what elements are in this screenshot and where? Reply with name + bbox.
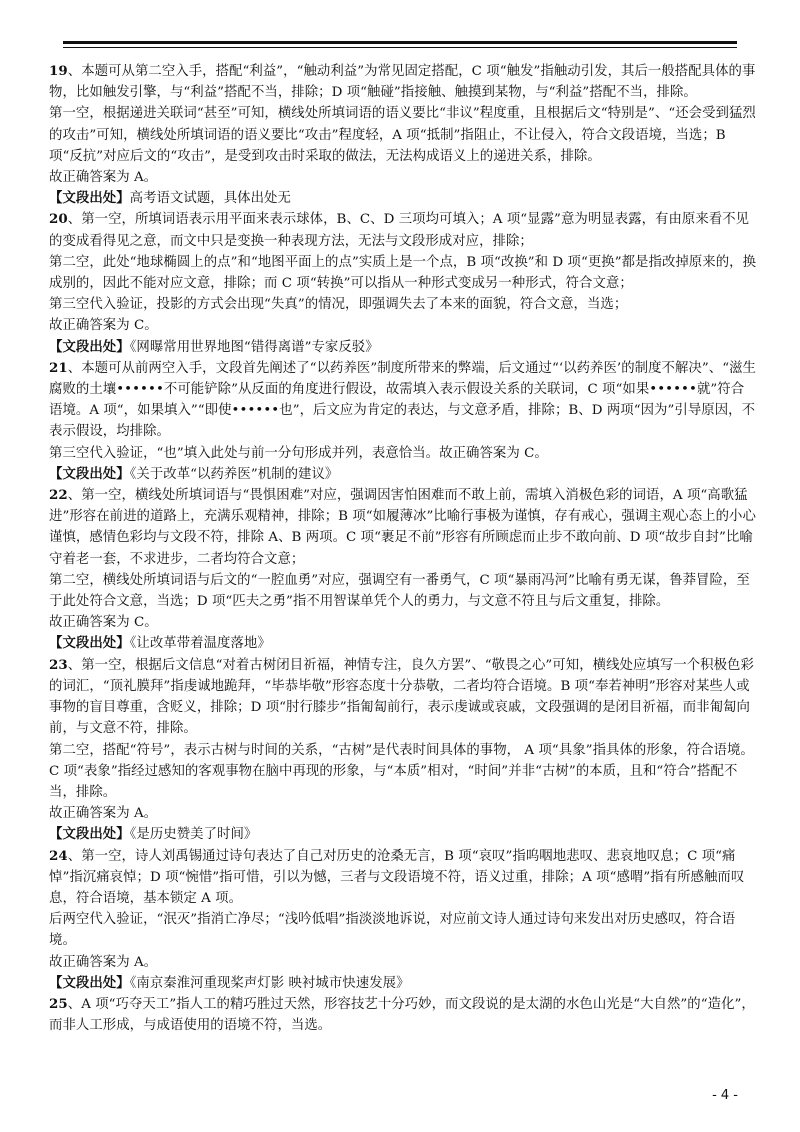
q19-paragraph-1: 19、本题可从第二空入手，搭配“利益”，“触动利益”为常见固定搭配，C 项“触发”指触动引发，其后一般搭配具体的事物，比如触发引擎，与“利益”搭配不当，排除；D 项“触碰”指接触、触摸到某物，与“利益”搭配不当，排除。 [49, 63, 756, 101]
q23-paragraph-1: 23、第一空，根据后文信息“对着古树闭目祈福，神情专注，良久方罢”、“敬畏之心”可知，横线处应填写一个积极色彩的词汇，“顶礼膜拜”指虔诚地跪拜，“毕恭毕敬”形容态度十分恭敬，二者均符合语境。B 项“奉若神明”形容对某些人或事物的盲目尊重，含贬义，排除；D 项“肘行膝步”指匍匐前行，表示虔诚或哀戚，文段强调的是闭目祈福，而非匍匐向前，与文意不符，排除。 [49, 656, 754, 737]
q24-paragraph-2: 后两空代入验证，“泯灭”指消亡净尽；“浅吟低唱”指淡淡地诉说，对应前文诗人通过诗句来发出对历史感叹，符合语境。 [49, 912, 736, 949]
q19-source: 【文段出处】高考语文试题，具体出处无 [49, 190, 291, 207]
q24-answer: 故正确答案为 A。 [49, 954, 158, 970]
source-tag: 【文段出处】 [49, 635, 130, 652]
q21-paragraph-2: 第三空代入验证，“也”填入此处与前一分句形成并列，表意恰当。故正确答案为 C。 [49, 445, 548, 461]
q21-source: 【文段出处】《关于改革“以药养医”机制的建议》 [49, 465, 339, 482]
header-rule-thick [63, 41, 737, 44]
question-number: 19 [49, 63, 68, 79]
question-number: 24 [49, 847, 68, 864]
page-number: - 4 - [712, 1088, 738, 1103]
q20-answer: 故正确答案为 C。 [49, 318, 158, 334]
q23-paragraph-2: 第二空，搭配“符号”，表示古树与时间的关系，“古树”是代表时间具体的事物， A 项“具象”指具体的形象，符合语境。C 项“表象”指经过感知的客观事物在脑中再现的形象，与“本质”相对，“时间”并非“古树”的本质，且和“符合”搭配不当，排除。 [49, 742, 754, 800]
question-number: 23 [49, 656, 68, 673]
q21-paragraph-1: 21、本题可从前两空入手，文段首先阐述了“以药养医”制度所带来的弊端，后文通过“‘以药养医’的制度不解决”、“滋生腐败的土壤••••••不可能铲除”从反面的角度进行假设，故需填入表示假设关系的关联词，C 项“如果••••••就”符合语境。A 项“，如果填入”“即使••••••也”，后文应为肯定的表达，与文意矛盾，排除；B、D 两项“因为”引导原因，不表示假设，均排除。 [49, 359, 756, 440]
q24-paragraph-1: 24、第一空，诗人刘禹锡通过诗句表达了自己对历史的沧桑无言，B 项“哀叹”指呜咽地悲叹、悲哀地叹息；C 项“痛悼”指沉痛哀悼；D 项“惋惜”指可惜，引以为憾，三者与文段语境不符，语义过重，排除；A 项“感喟”指有所感触而叹息，符合语境，基本锁定 A 项。 [49, 847, 745, 906]
source-tag: 【文段出处】 [49, 190, 130, 207]
q25-paragraph-1: 25、A 项“巧夺天工”指人工的精巧胜过天然，形容技艺十分巧妙，而文段说的是太湖的水色山光是“大自然”的“造化”，而非人工形成，与成语使用的语境不符，当选。 [49, 995, 755, 1034]
q22-paragraph-1: 22、第一空，横线处所填词语与“畏惧困难”对应，强调因害怕困难而不敢上前，需填入消极色彩的词语，A 项“高歌猛进”形容在前进的道路上，充满乐观精神，排除；B 项“如履薄冰”比喻行事极为谨慎，存有戒心，强调主观心态上的小心谨慎，感情色彩均与文段不符，排除 A、B 两项。C 项“裹足不前”形容有所顾虑而止步不敢向前、D 项“故步自封”比喻守着老一套，不求进步，二者均符合文意； [49, 487, 756, 567]
q22-source: 【文段出处】《让改革带着温度落地》 [49, 635, 271, 652]
q22-paragraph-2: 第二空，横线处所填词语与后文的“一腔血勇”对应，强调空有一番勇气，C 项“暴雨冯河”比喻有勇无谋，鲁莽冒险，至于此处符合文意，当选；D 项“匹夫之勇”指不用智谋单凭个人的勇力，与文意不符且与后文重复，排除。 [49, 572, 750, 610]
answer-explanations [49, 61, 757, 1036]
q23-answer: 故正确答案为 A。 [49, 806, 158, 822]
question-number: 21 [49, 359, 68, 376]
q22-answer: 故正确答案为 C。 [49, 615, 158, 631]
q19-answer: 故正确答案为 A。 [49, 170, 158, 186]
q24-source: 【文段出处】《南京秦淮河重现桨声灯影 映衬城市快速发展》 [49, 974, 410, 991]
question-number: 20 [49, 211, 68, 228]
source-tag: 【文段出处】 [49, 826, 130, 843]
question-number: 22 [49, 487, 68, 504]
source-tag: 【文段出处】 [49, 338, 130, 355]
source-tag: 【文段出处】 [49, 465, 130, 482]
q20-paragraph-3: 第三空代入验证，投影的方式会出现“失真”的情况，即强调失去了本来的面貌，符合文意，当选； [49, 297, 628, 313]
q19-paragraph-2: 第一空，根据递进关联词“甚至”可知，横线处所填词语的语义要比“非议”程度重，且根据后文“特别是”、“还会受到猛烈的攻击”可知，横线处所填词语的语义要比“攻击”程度轻，A 项“抵制”指阻止，不让侵入，符合文段语境，当选；B 项“反抗”对应后文的“攻击”，是受到攻击时采取的做法，无法构成语义上的递进关系，排除。 [49, 106, 756, 164]
header-rule-thin [63, 47, 737, 48]
source-tag: 【文段出处】 [49, 974, 130, 991]
q20-paragraph-1: 20、第一空，所填词语表示用平面来表示球体，B、C、D 三项均可填入；A 项“显露”意为明显表露，有由原来看不见的变成看得见之意，而文中只是变换一种表现方法，无法与文段形成对应，排除； [49, 211, 750, 249]
question-number: 25 [49, 995, 68, 1012]
q20-source: 【文段出处】《网曝常用世界地图“错得离谱”专家反驳》 [49, 338, 379, 355]
q23-source: 【文段出处】《是历史赞美了时间》 [49, 826, 258, 843]
q20-paragraph-2: 第二空，此处“地球椭圆上的点”和“地图平面上的点”实质上是一个点，B 项“改换”和 D 项“更换”都是指改掉原来的，换成别的，因此不能对应文意，排除；而 C 项“转换”可以指从一种形式变成另一种形式，符合文意； [49, 254, 757, 292]
